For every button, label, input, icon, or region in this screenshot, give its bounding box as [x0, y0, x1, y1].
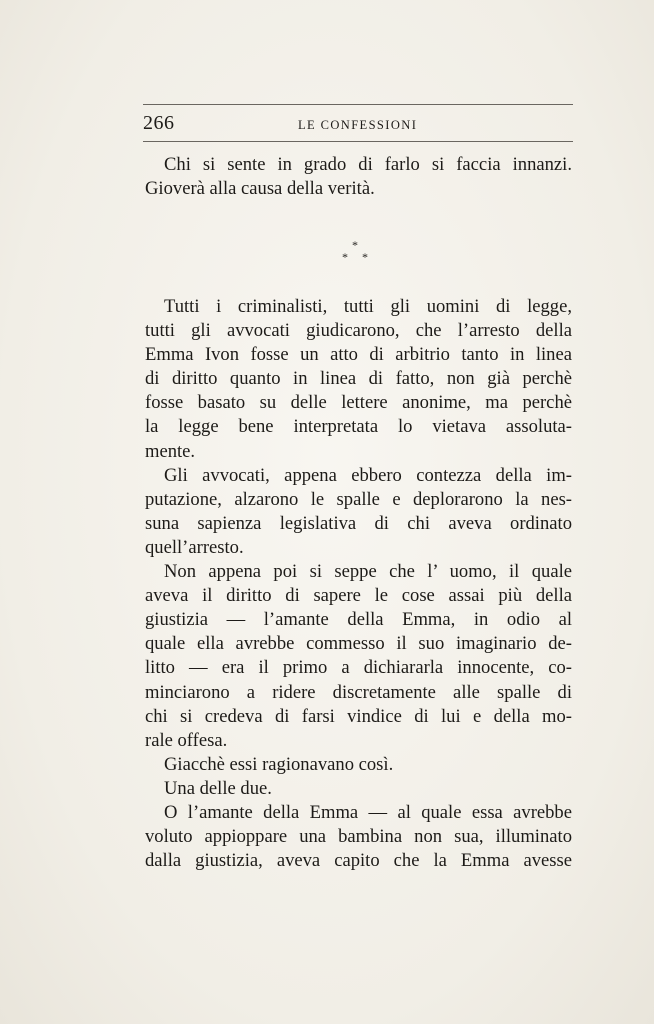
- text-line: litto — era il primo a dichiararla innocente, co-: [145, 657, 572, 679]
- text-line: minciarono a ridere discretamente alle spalle di: [145, 681, 572, 703]
- text-line: tutti gli avvocati giudicarono, che l’arresto della: [145, 320, 572, 342]
- text-line: mente.: [145, 440, 196, 462]
- paragraph-opening: [145, 153, 572, 201]
- text-line: chi si credeva di farsi vindice di lui e della mo-: [145, 705, 572, 727]
- text-line: aveva il diritto di sapere le cose assai più della: [145, 585, 572, 607]
- text-line: Una delle due.: [164, 777, 272, 799]
- main-text-body: [145, 295, 572, 873]
- text-line: suna sapienza legislativa di chi aveva ordinato: [145, 512, 572, 534]
- text-line: fosse basato su delle lettere anonime, ma perchè: [145, 392, 572, 414]
- text-line: Non appena poi si seppe che l’ uomo, il quale: [164, 561, 572, 583]
- section-separator-asterism: [330, 238, 380, 268]
- text-line: giustizia — l’amante della Emma, in odio al: [145, 609, 572, 631]
- text-line: Tutti i criminalisti, tutti gli uomini di legge,: [164, 296, 572, 317]
- text-line: Gioverà alla causa della verità.: [145, 178, 375, 200]
- running-title: LE CONFESSIONI: [298, 118, 418, 132]
- text-line: quale ella avrebbe commesso il suo imaginario de-: [145, 633, 572, 655]
- page-number: 266: [143, 112, 175, 134]
- text-line: Chi si sente in grado di farlo si faccia innanzi.: [164, 154, 572, 175]
- text-line: la legge bene interpretata lo vietava assoluta-: [145, 416, 572, 438]
- header-rule-bottom: [143, 141, 573, 142]
- text-line: quell’arresto.: [145, 536, 244, 558]
- text-line: Giacchè essi ragionavano così.: [164, 753, 394, 775]
- asterisk: *: [342, 250, 348, 264]
- text-line: rale offesa.: [145, 729, 228, 751]
- asterisk: *: [352, 238, 358, 252]
- text-line: O l’amante della Emma — al quale essa avrebbe: [164, 801, 572, 823]
- text-line: di diritto quanto in linea di fatto, non già perchè: [145, 368, 572, 390]
- text-line: Emma Ivon fosse un atto di arbitrio tanto in linea: [145, 344, 572, 366]
- header-rule-top: [143, 104, 573, 105]
- text-line: putazione, alzarono le spalle e deplorarono la nes-: [145, 488, 572, 510]
- asterisk: *: [362, 250, 368, 264]
- text-line: voluto appioppare una bambina non sua, illuminato: [145, 826, 572, 848]
- text-line: dalla giustizia, aveva capito che la Emma avesse: [145, 850, 572, 872]
- text-line: Gli avvocati, appena ebbero contezza della im-: [164, 464, 572, 486]
